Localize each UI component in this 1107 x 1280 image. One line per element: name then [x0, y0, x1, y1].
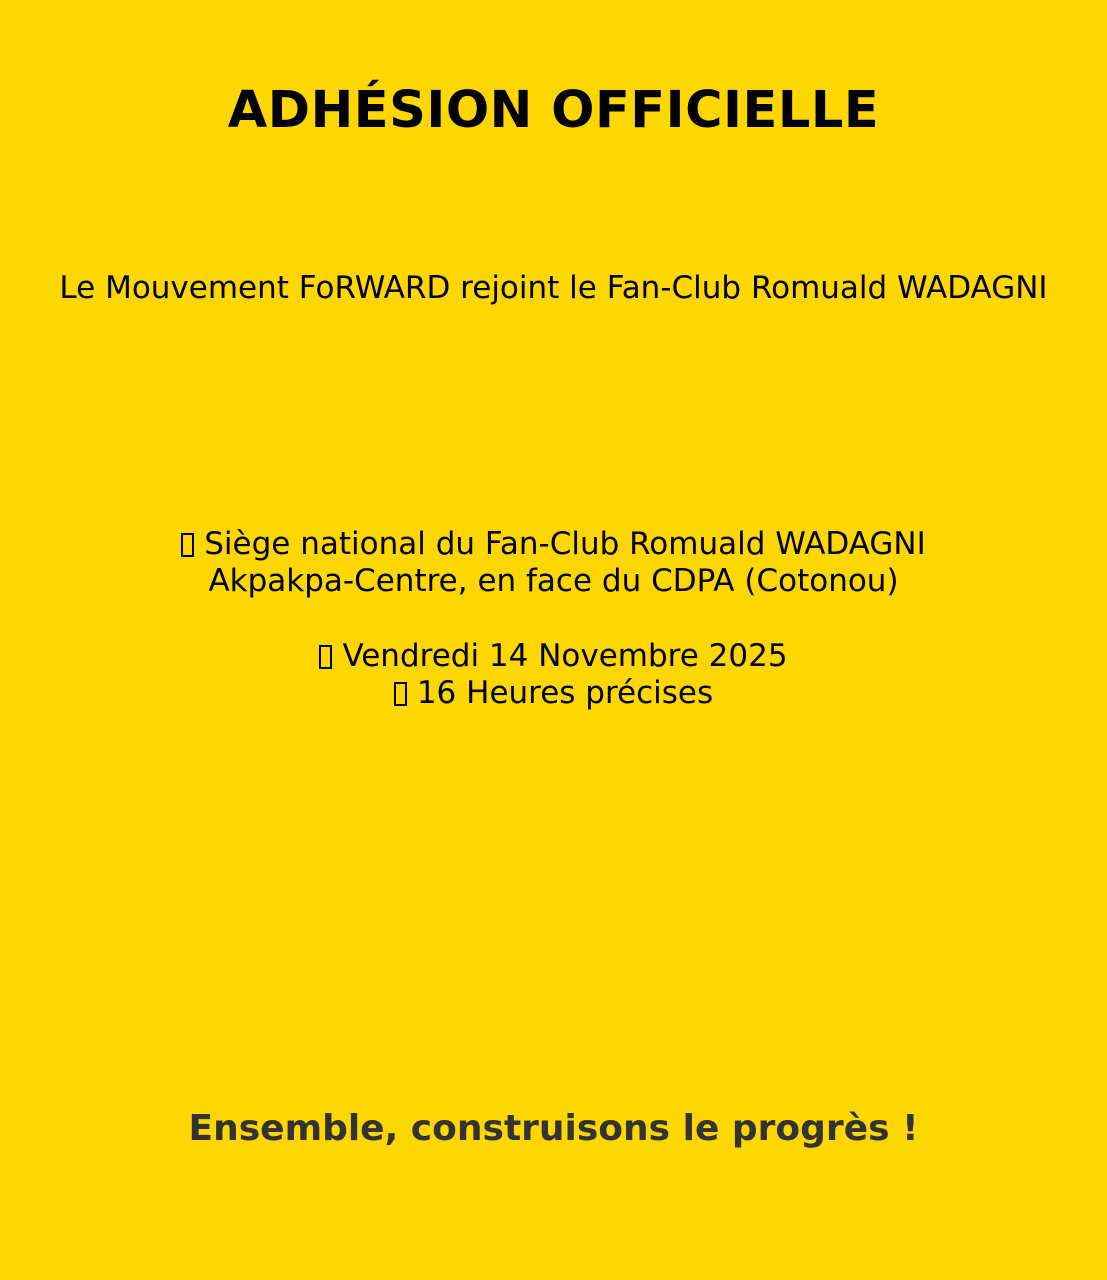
venue-name: Siège national du Fan-Club Romuald WADAGNI	[204, 526, 926, 562]
calendar-icon	[319, 645, 332, 669]
venue-address: Akpakpa-Centre, en face du CDPA (Cotonou)	[208, 563, 899, 599]
date-line	[0, 638, 1107, 675]
event-time: 16 Heures précises	[416, 675, 714, 711]
schedule-block	[0, 638, 1107, 712]
venue-block	[0, 526, 1107, 600]
event-date: Vendredi 14 Novembre 2025	[342, 638, 788, 674]
time-line	[0, 675, 1107, 712]
page-title: ADHÉSION OFFICIELLE	[227, 81, 880, 140]
announcement-text: Le Mouvement FoRWARD rejoint le Fan-Club Romuald WADAGNI	[59, 270, 1048, 306]
location-pin-icon	[181, 533, 194, 557]
venue-line-1	[0, 526, 1107, 563]
slogan: Ensemble, construisons le progrès !	[188, 1108, 919, 1149]
clock-icon	[394, 682, 407, 706]
